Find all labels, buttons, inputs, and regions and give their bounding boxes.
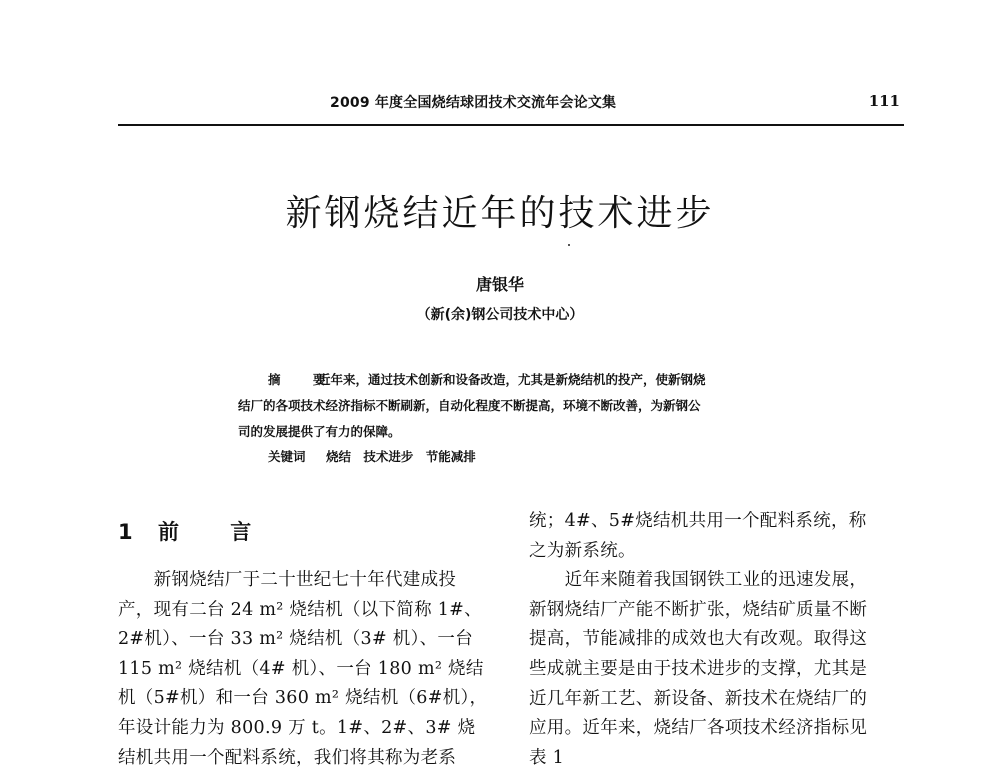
body-text-line: 表 1	[529, 747, 565, 768]
author-affiliation: （新(余)钢公司技术中心）	[416, 307, 584, 323]
body-text-line: 机（5#机）和一台 360 m² 烧结机（6#机），	[118, 688, 488, 709]
abstract-text-line-3: 司的发展提供了有力的保障。	[238, 424, 401, 439]
body-text-line: 应用。近年来，烧结厂各项技术经济指标见	[529, 718, 868, 739]
title-dot	[568, 244, 570, 246]
body-text-line: 近几年新工艺、新设备、新技术在烧结厂的	[529, 688, 868, 709]
body-text-line: 些成就主要是由于技术进步的支撑，尤其是	[529, 659, 868, 679]
body-text-line: 产，现有二台 24 m² 烧结机（以下简称 1#、	[118, 599, 482, 620]
body-text-line: 新钢烧结厂产能不断扩张，烧结矿质量不断	[529, 599, 868, 620]
section-title: 前 言	[158, 520, 274, 544]
body-text-line: 结机共用一个配料系统，我们将其称为老系	[118, 747, 457, 768]
body-text-line: 115 m² 烧结机（4# 机）、一台 180 m² 烧结	[118, 658, 484, 679]
section-number: 1	[118, 520, 133, 544]
author-name: 唐银华	[475, 275, 524, 294]
body-text-line: 年设计能力为 800.9 万 t。1#、2#、3# 烧	[118, 718, 476, 738]
section-heading	[118, 516, 273, 546]
body-text-line: 近年来随着我国钢铁工业的迅速发展，	[529, 570, 868, 591]
page-number: 111	[868, 92, 900, 110]
body-text-line: 新钢烧结厂于二十世纪七十年代建成投	[118, 570, 457, 590]
abstract-text-line-1: 近年来，通过技术创新和设备改造，尤其是新烧结机的投产，使新钢烧	[318, 372, 706, 387]
keywords-text: 烧结 技术进步 节能减排	[326, 449, 476, 464]
body-text-line: 2#机）、一台 33 m² 烧结机（3# 机）、一台	[118, 629, 474, 650]
paper-title: 新钢烧结近年的技术进步	[285, 193, 715, 234]
body-text-line: 提高，节能减排的成效也大有改观。取得这	[529, 629, 868, 650]
keywords-line	[268, 447, 476, 465]
abstract-label: 摘 要	[268, 372, 340, 387]
body-text-line: 之为新系统。	[529, 540, 636, 561]
abstract-line	[268, 370, 706, 388]
header-rule	[118, 124, 904, 126]
abstract-text-line-2: 结厂的各项技术经济指标不断刷新，自动化程度不断提高，环境不断改善，为新钢公	[238, 398, 701, 413]
keywords-label: 关键词	[268, 449, 306, 464]
running-header-title: 2009 年度全国烧结球团技术交流年会论文集	[330, 95, 617, 111]
body-text-line: 统；4#、5#烧结机共用一个配料系统，称	[529, 511, 867, 531]
